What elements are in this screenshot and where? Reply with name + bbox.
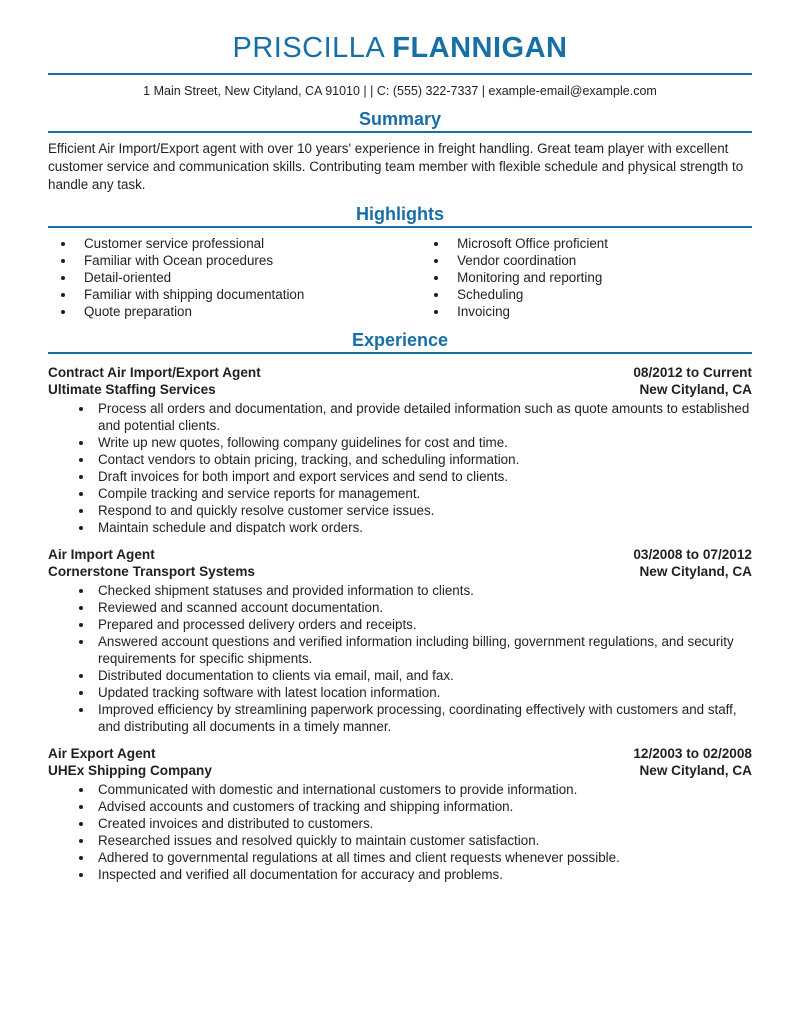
job-company: UHEx Shipping Company — [48, 762, 212, 778]
job-bullet: • Advised accounts and customers of tracking and shipping information. — [94, 798, 752, 815]
job-bullet: • Improved efficiency by streamlining paperwork processing, coordinating effectively with customers and staff, and distributing all documents in a timely manner. — [94, 701, 752, 735]
job-bullet-list — [48, 781, 752, 883]
job-bullet: • Updated tracking software with latest location information. — [94, 684, 752, 701]
highlights-right-list — [421, 235, 752, 320]
highlights-right-column — [421, 235, 752, 320]
job-company: Cornerstone Transport Systems — [48, 563, 255, 579]
highlights-section-title: Highlights — [356, 204, 444, 224]
job-entry — [48, 746, 752, 883]
highlight-item: • Invoicing — [449, 303, 752, 320]
job-location: New Cityland, CA — [639, 762, 752, 778]
job-title-row — [48, 746, 752, 763]
job-bullet: • Checked shipment statuses and provided information to clients. — [94, 582, 752, 599]
summary-text: Efficient Air Import/Export agent with over 10 years' experience in freight handling. Great team player with excellent customer service and communication skills. Contributing team member with flexible schedule and physical strength to handle any task. — [48, 141, 744, 192]
highlights-columns — [48, 235, 752, 320]
job-title: Contract Air Import/Export Agent — [48, 365, 261, 380]
summary-section-title: Summary — [358, 109, 442, 129]
highlights-left-list — [48, 235, 421, 320]
job-bullet: • Draft invoices for both import and export services and send to clients. — [94, 468, 752, 485]
job-dates: 03/2008 to 07/2012 — [633, 547, 752, 562]
job-bullet: • Answered account questions and verified information including billing, government regulations, and security requirements for specific shipments. — [94, 633, 752, 667]
job-entry — [48, 547, 752, 735]
job-location: New Cityland, CA — [639, 381, 752, 397]
job-title-row — [48, 547, 752, 564]
highlight-item: • Detail-oriented — [76, 269, 421, 286]
job-bullet: • Prepared and processed delivery orders and receipts. — [94, 616, 752, 633]
highlight-item: • Scheduling — [449, 286, 752, 303]
job-title-row — [48, 365, 752, 382]
job-bullet: • Communicated with domestic and international customers to provide information. — [94, 781, 752, 798]
job-bullet: • Adhered to governmental regulations at all times and client requests whenever possible. — [94, 849, 752, 866]
job-bullet: • Write up new quotes, following company guidelines for cost and time. — [94, 434, 752, 451]
highlight-item: • Quote preparation — [76, 303, 421, 320]
experience-section-title: Experience — [351, 330, 449, 350]
summary-divider — [48, 131, 752, 133]
job-location: New Cityland, CA — [639, 563, 752, 579]
job-bullet: • Respond to and quickly resolve customer service issues. — [94, 502, 752, 519]
job-bullet-list — [48, 400, 752, 536]
job-bullet: • Contact vendors to obtain pricing, tracking, and scheduling information. — [94, 451, 752, 468]
highlight-item: • Microsoft Office proficient — [449, 235, 752, 252]
highlights-divider — [48, 226, 752, 228]
job-bullet: • Maintain schedule and dispatch work orders. — [94, 519, 752, 536]
job-bullet: • Created invoices and distributed to customers. — [94, 815, 752, 832]
job-bullet: • Process all orders and documentation, and provide detailed information such as quote amounts to established and potential clients. — [94, 400, 752, 434]
candidate-first-name: PRISCILLA — [232, 32, 384, 64]
job-bullet: • Inspected and verified all documentation for accuracy and problems. — [94, 866, 752, 883]
contact-line: 1 Main Street, New Cityland, CA 91010 | | C: (555) 322-7337 | example-email@example.com — [143, 84, 657, 98]
job-dates: 08/2012 to Current — [633, 365, 752, 380]
highlight-item: • Familiar with Ocean procedures — [76, 252, 421, 269]
candidate-name — [48, 32, 752, 64]
highlights-left-column — [48, 235, 421, 320]
header-divider — [48, 73, 752, 75]
job-company-row — [48, 763, 752, 780]
highlight-item: • Monitoring and reporting — [449, 269, 752, 286]
job-bullet: • Reviewed and scanned account documentation. — [94, 599, 752, 616]
job-company-row — [48, 564, 752, 581]
job-bullet: • Distributed documentation to clients via email, mail, and fax. — [94, 667, 752, 684]
job-dates: 12/2003 to 02/2008 — [633, 746, 752, 761]
job-title: Air Import Agent — [48, 547, 155, 562]
highlight-item: • Customer service professional — [76, 235, 421, 252]
job-title: Air Export Agent — [48, 746, 156, 761]
job-company: Ultimate Staffing Services — [48, 381, 216, 397]
experience-divider — [48, 352, 752, 354]
candidate-last-name: FLANNIGAN — [392, 32, 568, 64]
job-bullet: • Compile tracking and service reports for management. — [94, 485, 752, 502]
highlight-item: • Familiar with shipping documentation — [76, 286, 421, 303]
job-bullet: • Researched issues and resolved quickly to maintain customer satisfaction. — [94, 832, 752, 849]
job-entry — [48, 365, 752, 536]
highlight-item: • Vendor coordination — [449, 252, 752, 269]
job-bullet-list — [48, 582, 752, 735]
job-company-row — [48, 382, 752, 399]
